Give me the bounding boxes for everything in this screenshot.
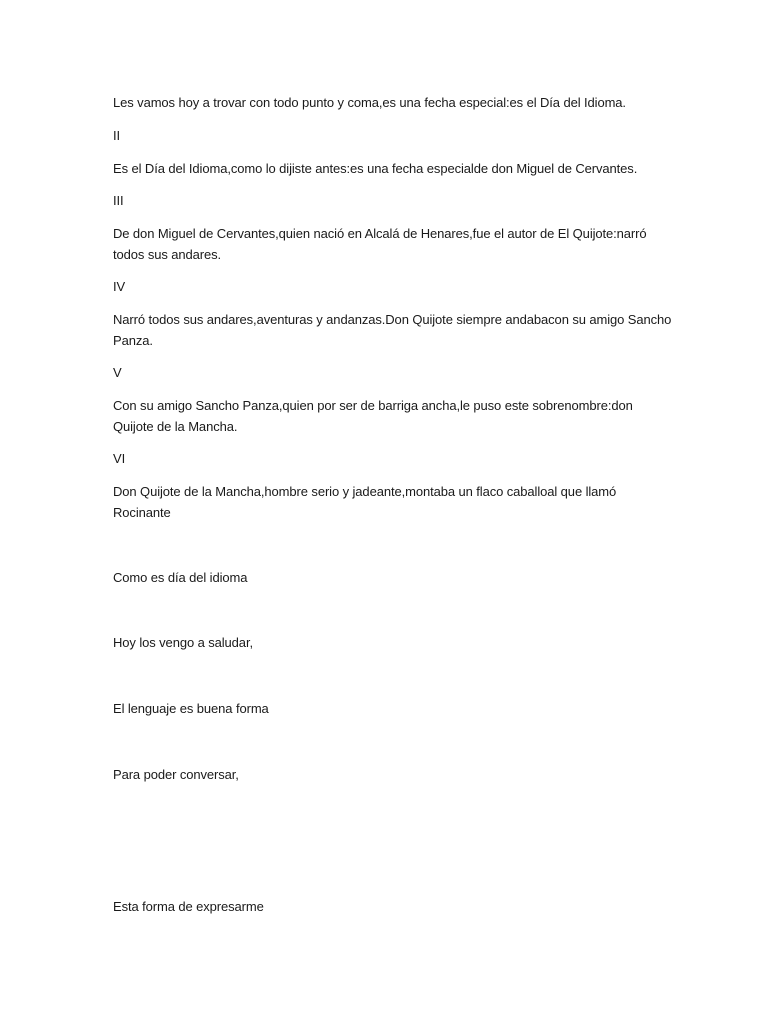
stanza-2: Es el Día del Idioma,como lo dijiste antes:es una fecha especialde don Miguel de Cervantes.	[113, 161, 638, 176]
numeral-3: III	[113, 193, 124, 208]
verse-2: Hoy los vengo a saludar,	[113, 635, 253, 650]
verse-4: Para poder conversar,	[113, 767, 239, 782]
stanza-5: Con su amigo Sancho Panza,quien por ser de barriga ancha,le puso este sobrenombre:don Quijote de la Mancha.	[113, 398, 633, 434]
numeral-2: II	[113, 128, 121, 143]
stanza-3: De don Miguel de Cervantes,quien nació en Alcalá de Henares,fue el autor de El Quijote:narró todos sus andares.	[113, 226, 647, 262]
numeral-6: VI	[113, 451, 126, 466]
stanza-4: Narró todos sus andares,aventuras y andanzas.Don Quijote siempre andabacon su amigo Sancho Panza.	[113, 312, 672, 348]
stanza-1: Les vamos hoy a trovar con todo punto y coma,es una fecha especial:es el Día del Idioma.	[113, 95, 626, 110]
numeral-4: IV	[113, 279, 126, 294]
numeral-5: V	[113, 365, 122, 380]
verse-1: Como es día del idioma	[113, 570, 248, 585]
verse-3: El lenguaje es buena forma	[113, 701, 269, 716]
stanza-6: Don Quijote de la Mancha,hombre serio y jadeante,montaba un flaco caballoal que llamó Rocinante	[113, 484, 617, 520]
verse-5: Esta forma de expresarme	[113, 899, 264, 914]
